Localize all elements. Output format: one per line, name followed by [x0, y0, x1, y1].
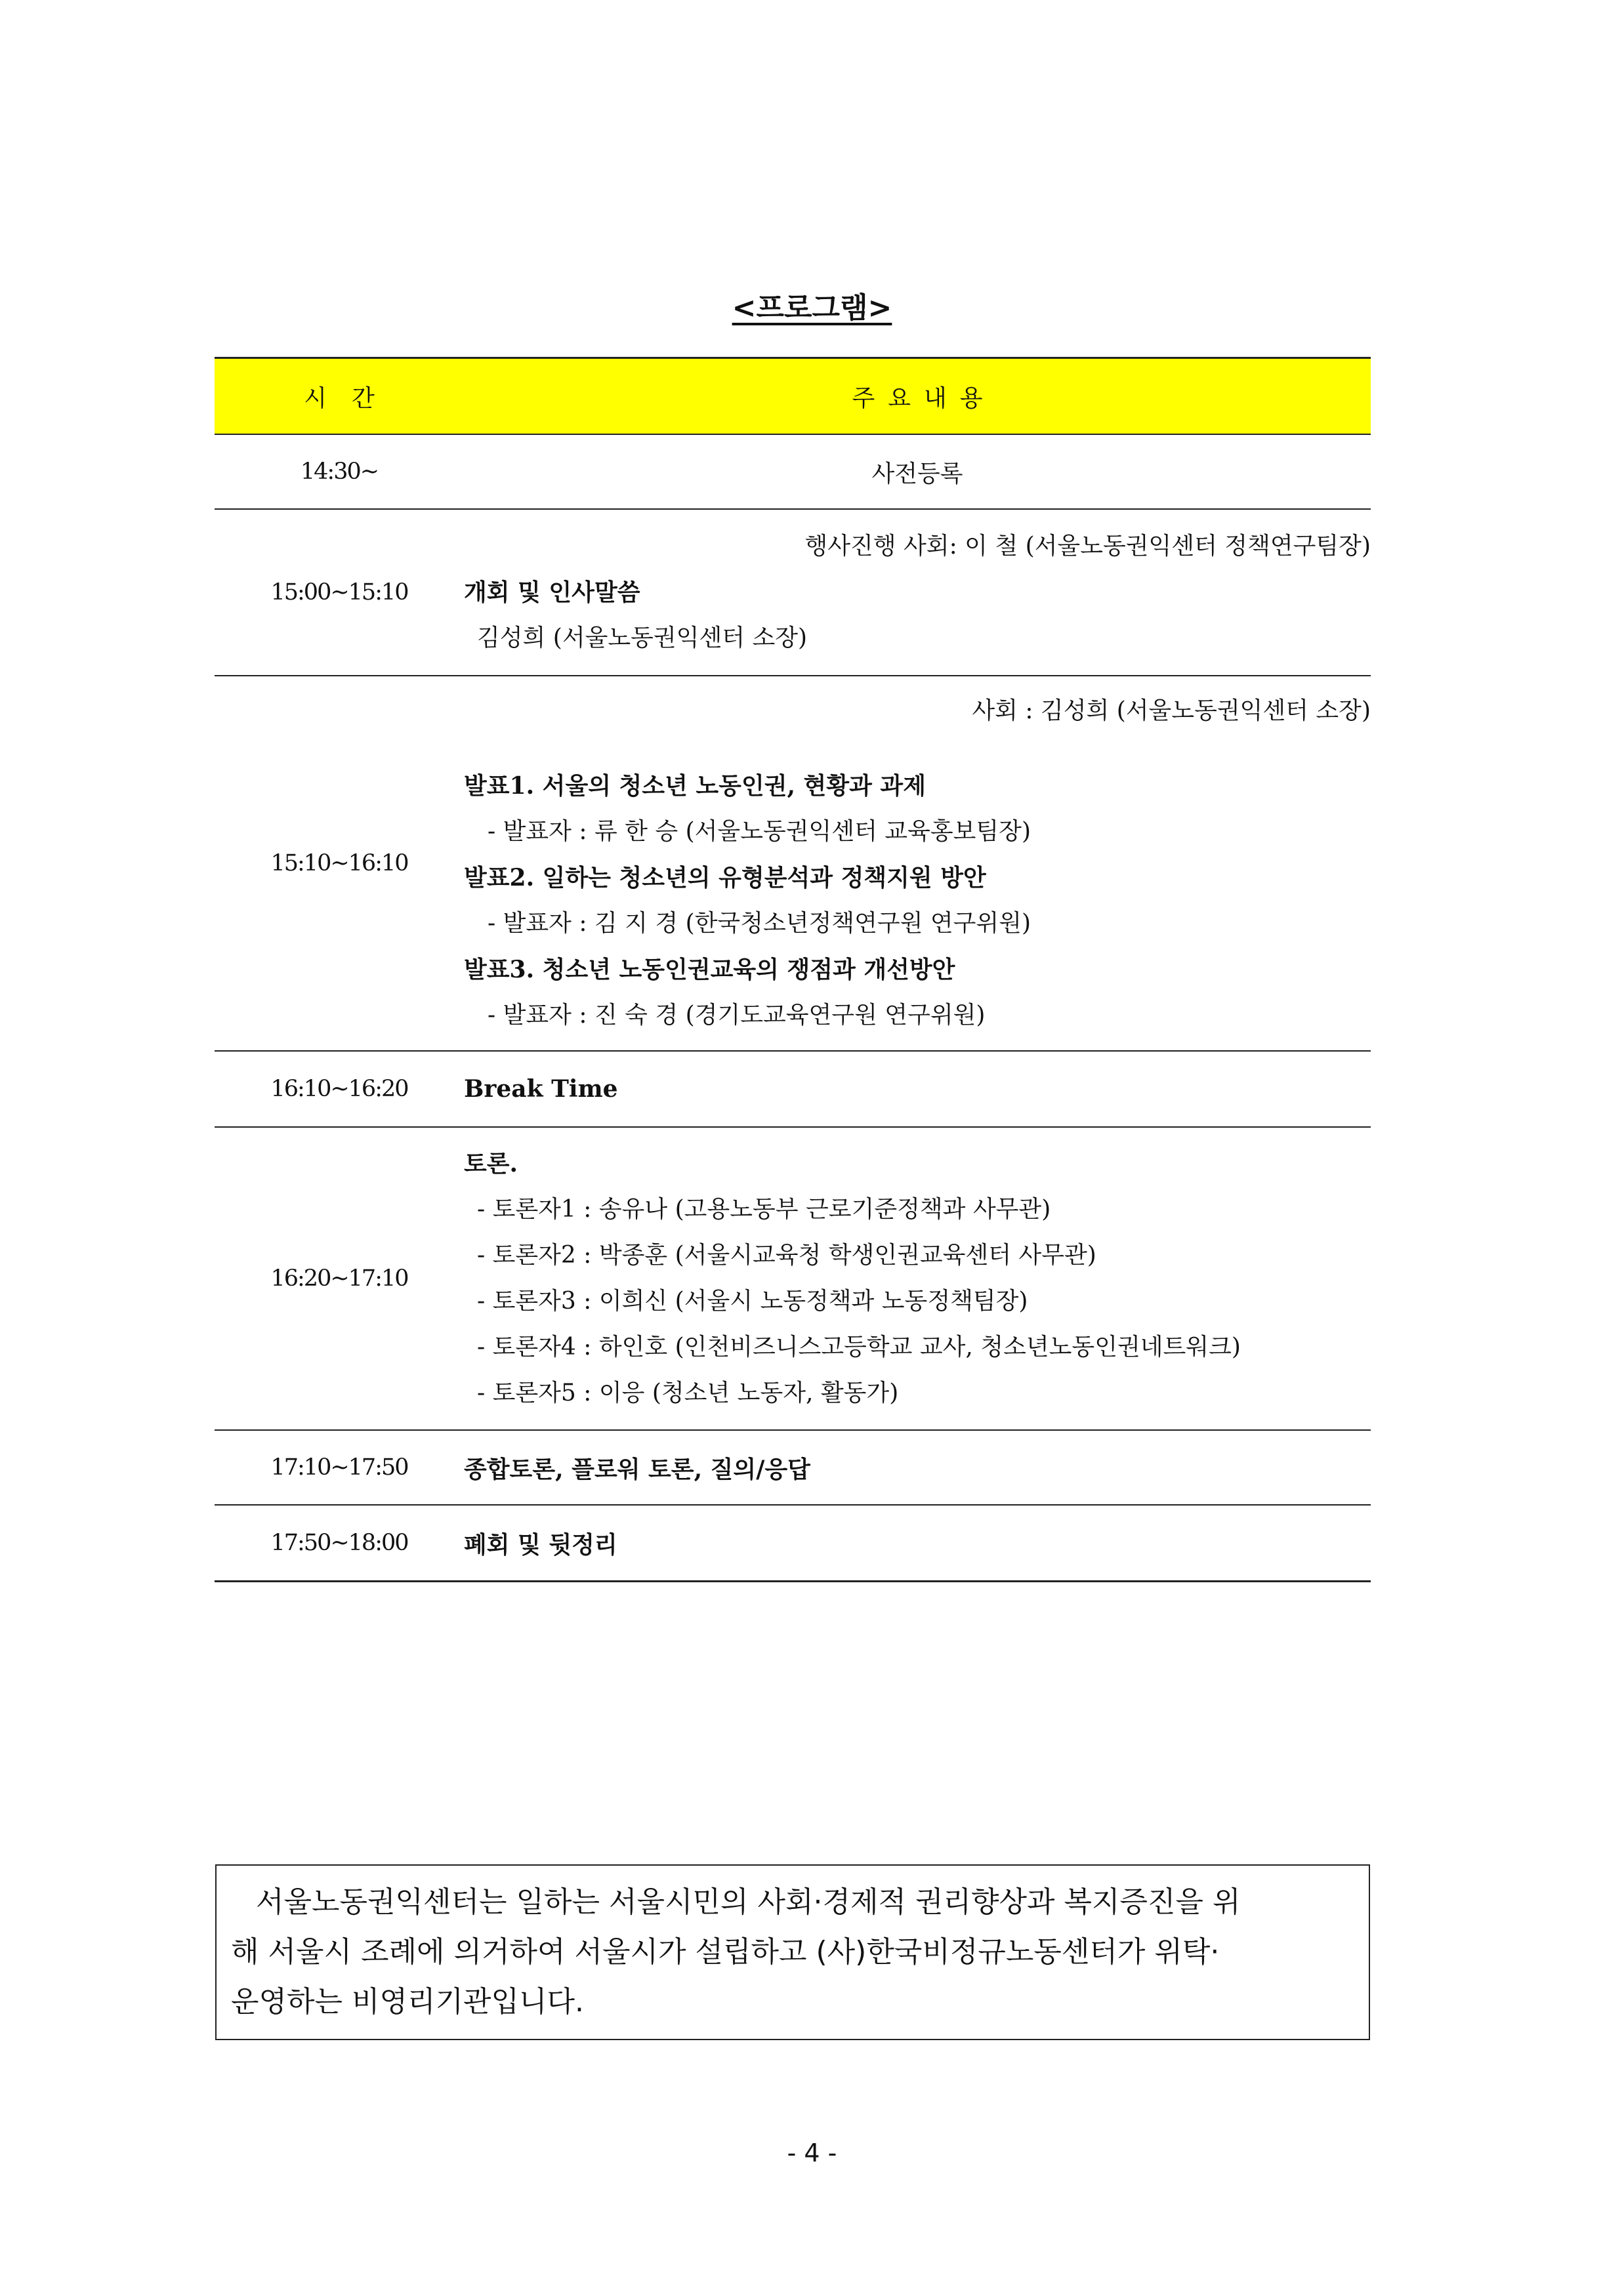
row-content: 사전등록: [464, 434, 1371, 509]
panelist-line: - 토론자2 : 박종훈 (서울시교육청 학생인권교육센터 사무관): [477, 1242, 1096, 1269]
row-time: 15:10~16:10: [215, 676, 464, 1051]
panelist-line: - 토론자5 : 이응 (청소년 노동자, 활동가): [477, 1380, 899, 1406]
presenter-line: - 발표자 : 김 지 경 (한국청소년정책연구원 연구위원): [488, 910, 1031, 937]
presentation-title: 발표1. 서울의 청소년 노동인권, 현황과 과제: [464, 772, 926, 800]
presenter-line: - 발표자 : 진 숙 경 (경기도교육연구원 연구위원): [488, 1002, 986, 1029]
opening-speaker: 김성희 (서울노동권익센터 소장): [477, 625, 808, 651]
presenter-line: - 발표자 : 류 한 승 (서울노동권익센터 교육홍보팀장): [488, 818, 1031, 845]
notice-line: 운영하는 비영리기관입니다.: [231, 1985, 585, 2019]
presentation-title: 발표2. 일하는 청소년의 유형분석과 정책지원 방안: [464, 864, 986, 892]
row-time: 17:10~17:50: [215, 1430, 464, 1505]
table-row: [215, 676, 1371, 1051]
row-content: [464, 1127, 1371, 1430]
panelist-line: - 토론자1 : 송유나 (고용노동부 근로기준정책과 사무관): [477, 1196, 1051, 1223]
row-time: 16:20~17:10: [215, 1127, 464, 1430]
row-time: 14:30~: [215, 434, 464, 509]
header-time: 시간: [215, 358, 464, 435]
header-content: 주요내용: [464, 358, 1371, 435]
panelist-line: - 토론자4 : 하인호 (인천비즈니스고등학교 교사, 청소년노동인권네트워크): [477, 1334, 1241, 1361]
row-time: 15:00~15:10: [215, 509, 464, 676]
row-content: [464, 676, 1371, 1051]
program-title: <프로그램>: [732, 291, 892, 325]
opening-title: 개회 및 인사말씀: [464, 579, 640, 606]
row-time: 16:10~16:20: [215, 1051, 464, 1127]
notice-box: [215, 1864, 1370, 2040]
discussion-title: 토론.: [464, 1150, 518, 1178]
panelist-line: - 토론자3 : 이희신 (서울시 노동정책과 노동정책팀장): [477, 1288, 1028, 1315]
page-number: - 4 -: [787, 2139, 837, 2167]
table-row: [215, 434, 1371, 509]
program-table: [215, 357, 1371, 1582]
table-row: [215, 1127, 1371, 1430]
notice-line: 해 서울시 조례에 의거하여 서울시가 설립하고 (사)한국비정규노동센터가 위탁·: [231, 1935, 1220, 1969]
table-row: [215, 1430, 1371, 1505]
host-line: 행사진행 사회: 이 철 (서울노동권익센터 정책연구팀장): [804, 533, 1371, 560]
presentation-title: 발표3. 청소년 노동인권교육의 쟁점과 개선방안: [464, 956, 955, 983]
row-content: Break Time: [464, 1051, 1371, 1127]
table-header-row: [215, 358, 1371, 435]
table-row: [215, 509, 1371, 676]
row-content: 종합토론, 플로워 토론, 질의/응답: [464, 1430, 1371, 1505]
host-line: 사회 : 김성희 (서울노동권익센터 소장): [972, 697, 1371, 724]
row-content: 폐회 및 뒷정리: [464, 1505, 1371, 1582]
table-row: [215, 1505, 1371, 1582]
table-row: [215, 1051, 1371, 1127]
row-content: [464, 509, 1371, 676]
row-time: 17:50~18:00: [215, 1505, 464, 1582]
notice-line: 서울노동권익센터는 일하는 서울시민의 사회·경제적 권리향상과 복지증진을 위: [256, 1885, 1241, 1919]
